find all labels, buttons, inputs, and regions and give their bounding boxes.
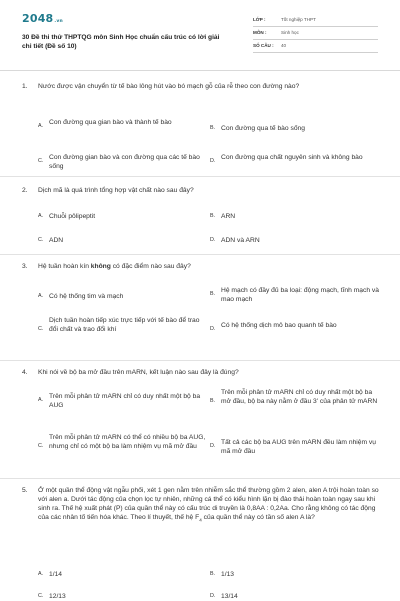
question-stem (22, 82, 382, 91)
document-header (0, 0, 400, 70)
meta-label: MÔN : (253, 29, 267, 35)
document-meta (253, 14, 378, 53)
question-number: 2. (22, 187, 28, 194)
question-text (38, 486, 382, 524)
question-text: Dịch mã là quá trình tổng hợp vật chất nào sau đây? (38, 187, 194, 194)
logo-suffix: .vn (54, 19, 63, 24)
option-letter: B. (210, 570, 216, 577)
option-text: ADN (49, 237, 64, 244)
question-divider (0, 176, 400, 177)
option-text: Chuỗi pôlipeptit (49, 213, 96, 220)
question-text: Nước được vận chuyển từ tế bào lông hút vào bó mạch gỗ của rễ theo con đường nào? (38, 83, 300, 90)
option-letter: C. (38, 158, 44, 164)
meta-label: SỐ CÂU : (253, 42, 274, 48)
document-title: 30 Đề thi thử THPTQG môn Sinh Học chuẩn cấu trúc có lời giải chi tiết (Đề số 10) (22, 33, 220, 51)
option-letter: A. (38, 397, 44, 403)
question-text: Khi nói về bộ ba mở đầu trên mARN, kết luận nào sau đây là đúng? (38, 369, 239, 376)
question-text-part: Hệ tuần hoàn kín (38, 263, 91, 270)
option-c[interactable] (38, 433, 210, 452)
question-text-part: có đặc điểm nào sau đây? (110, 263, 191, 270)
option-text: Con đường qua tế bào sống (221, 125, 305, 132)
option-text: ADN và ARN (221, 237, 260, 244)
option-letter: B. (210, 212, 216, 219)
meta-value: Tốt nghiệp THPT (281, 16, 316, 22)
option-d[interactable] (210, 153, 382, 165)
option-c[interactable] (38, 236, 208, 245)
option-text: Có hệ thống tim và mạch (49, 293, 124, 300)
meta-row-count (253, 40, 378, 53)
option-a[interactable] (38, 212, 208, 221)
option-text: Dịch tuần hoàn tiếp xúc trực tiếp với tế bào để trao đổi chất và trao đổi khí (49, 317, 200, 334)
option-letter: A. (38, 123, 44, 129)
option-b[interactable] (210, 124, 380, 133)
option-letter: A. (38, 570, 44, 577)
question-divider (0, 254, 400, 255)
option-b[interactable] (210, 212, 380, 221)
option-d[interactable] (210, 321, 382, 333)
meta-row-subject (253, 27, 378, 40)
question-divider (0, 360, 400, 361)
question-emphasis: không (90, 263, 111, 270)
option-text: 13/14 (221, 593, 238, 600)
question-number: 1. (22, 83, 28, 90)
option-letter: A. (38, 292, 44, 299)
option-text: 1/13 (221, 571, 235, 578)
option-text: Con đường gian bào và con đường qua các tế bào sống (49, 154, 200, 171)
option-text: Trên mỗi phân tử mARN chỉ có duy nhất một bộ ba mở đầu, bộ ba này nằm ở đầu 3' của phân tử mARN (221, 389, 378, 406)
option-b[interactable] (210, 286, 382, 305)
meta-label: LỚP : (253, 16, 266, 22)
question-stem (22, 262, 382, 271)
meta-row-class (253, 14, 378, 27)
option-letter: B. (210, 291, 216, 297)
option-text: Hệ mạch có đầy đủ ba loại: động mạch, tĩnh mạch và mao mạch (221, 287, 379, 304)
question-4 (22, 368, 382, 478)
option-d[interactable] (210, 236, 380, 245)
option-a[interactable] (38, 392, 210, 411)
option-letter: B. (210, 124, 216, 131)
option-letter: A. (38, 212, 44, 219)
question-number: 3. (22, 263, 28, 270)
question-text-part: của quần thể này có tần số alen A là? (203, 514, 315, 522)
question-1 (22, 82, 382, 182)
question-5 (22, 486, 382, 600)
option-letter: C. (38, 326, 44, 332)
option-letter: C. (38, 236, 44, 243)
question-2 (22, 186, 382, 250)
question-divider (0, 478, 400, 479)
option-letter: D. (210, 158, 216, 164)
option-b[interactable] (210, 570, 380, 579)
option-text: 12/13 (49, 593, 66, 600)
option-letter: C. (38, 443, 44, 449)
option-b[interactable] (210, 388, 382, 407)
option-letter: D. (210, 236, 216, 243)
option-text: Con đường qua gian bào và thành tế bào (49, 119, 172, 126)
option-text: Có hệ thống dịch mô bao quanh tế bào (221, 322, 337, 329)
option-text: 1/14 (49, 571, 63, 578)
question-number: 5. (22, 487, 28, 494)
question-text-part: Ở một quần thể động vật ngẫu phối, xét 1 gen nằm trên nhiễm sắc thể thường gồm 2 alen, alen A trội hoàn toàn so với alen a. Dưới tác động của chọn lọc tự nhiên, những cá thể có kiểu hình lặn bị đào thải hoàn toàn ngay sau khi sinh ra. Thế hệ xuất phát (P) của quần thể này có cấu trúc di truyền là 0,8AA : 0,2Aa. Cho rằng không có tác động của các nhân tố tiến hóa khác. Theo lí thuyết, thế hệ F (38, 487, 379, 522)
option-text: Con đường qua chất nguyên sinh và không bào (221, 154, 363, 161)
option-letter: D. (210, 443, 216, 449)
option-d[interactable] (210, 438, 382, 457)
option-c[interactable] (38, 316, 208, 335)
question-number: 4. (22, 369, 28, 376)
meta-value: 40 (281, 42, 287, 48)
logo-text: 2048 (22, 12, 54, 25)
option-a[interactable] (38, 118, 208, 130)
option-a[interactable] (38, 292, 208, 301)
option-letter: C. (38, 592, 44, 599)
option-a[interactable] (38, 570, 208, 579)
option-letter: D. (210, 326, 216, 332)
question-stem (22, 368, 382, 377)
question-3 (22, 262, 382, 362)
option-letter: B. (210, 398, 216, 404)
meta-value: Sinh học (281, 29, 299, 35)
question-text (38, 262, 382, 271)
option-c[interactable] (38, 153, 208, 172)
option-text: Trên mỗi phân tử mARN chỉ có duy nhất một bộ ba AUG (49, 393, 201, 410)
option-text: ARN (221, 213, 236, 220)
option-text: Trên mỗi phân tử mARN có thể có nhiều bộ ba AUG, nhưng chỉ có một bộ ba làm nhiệm vụ mã mở đầu (49, 434, 206, 451)
header-divider (0, 70, 400, 71)
option-text: Tất cả các bộ ba AUG trên mARN đều làm nhiệm vụ mã mở đầu (221, 439, 376, 456)
option-letter: D. (210, 592, 216, 599)
question-stem (22, 186, 382, 195)
question-subscript: 4 (199, 517, 202, 523)
question-stem (22, 486, 382, 524)
